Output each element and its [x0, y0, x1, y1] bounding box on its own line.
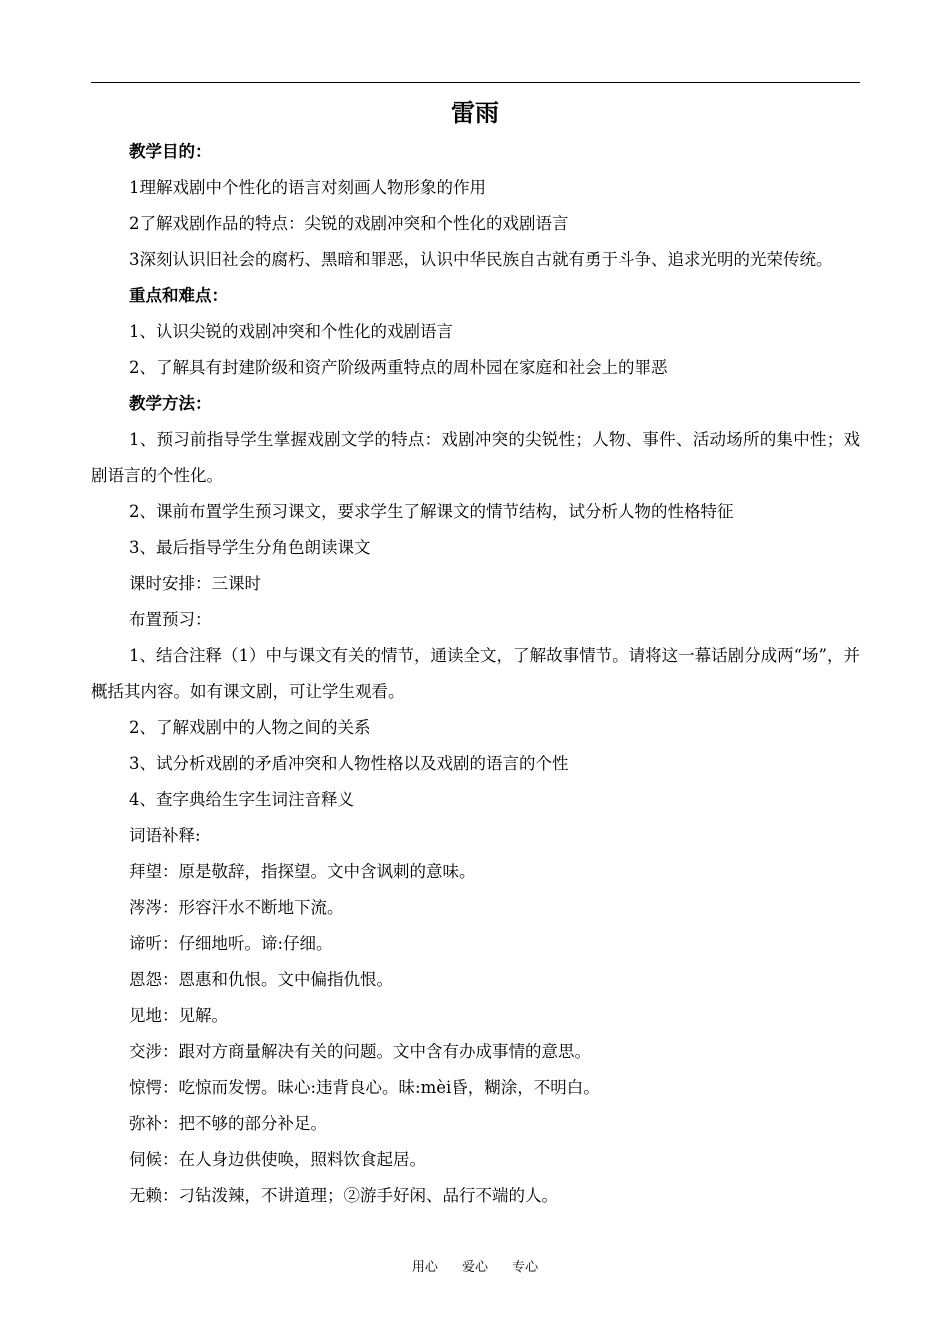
paragraph: 2了解戏剧作品的特点：尖锐的戏剧冲突和个性化的戏剧语言: [129, 214, 569, 233]
paragraph: 见地：见解。: [129, 1006, 228, 1025]
paragraph: 无赖：刁钻泼辣，不讲道理；②游手好闲、品行不端的人。: [129, 1186, 558, 1205]
paragraph: 恩怨：恩惠和仇恨。文中偏指仇恨。: [129, 970, 393, 989]
footer-text-3: 专心: [512, 1260, 539, 1275]
paragraph: 伺候：在人身边供使唤，照料饮食起居。: [129, 1150, 426, 1169]
paragraph: 涔涔：形容汗水不断地下流。: [129, 898, 344, 917]
paragraph: 弥补：把不够的部分补足。: [129, 1114, 327, 1133]
section-heading: 重点和难点：: [129, 286, 228, 305]
paragraph: 1理解戏剧中个性化的语言对刻画人物形象的作用: [129, 178, 486, 197]
paragraph: 1、认识尖锐的戏剧冲突和个性化的戏剧语言: [129, 322, 453, 341]
paragraph: 2、了解具有封建阶级和资产阶级两重特点的周朴园在家庭和社会上的罪恶: [129, 358, 668, 377]
paragraph: 1、预习前指导学生掌握戏剧文学的特点：戏剧冲突的尖锐性；人物、事件、活动场所的集中性；戏剧语言的个性化。: [91, 430, 860, 485]
page-title: 雷雨: [451, 99, 499, 127]
paragraph: 交涉：跟对方商量解决有关的问题。文中含有办成事情的意思。: [129, 1042, 591, 1061]
section-heading: 教学目的：: [129, 142, 212, 161]
paragraph: 3、最后指导学生分角色朗读课文: [129, 538, 371, 557]
paragraph: 词语补释:: [129, 826, 201, 845]
section-heading: 教学方法：: [129, 394, 212, 413]
paragraph: 拜望：原是敬辞，指探望。文中含讽刺的意味。: [129, 862, 476, 881]
document-body: [91, 134, 860, 1214]
footer-text-1: 用心: [411, 1260, 438, 1275]
paragraph: 课时安排：三课时: [129, 574, 261, 593]
paragraph: 2、了解戏剧中的人物之间的关系: [129, 718, 371, 737]
paragraph: 布置预习：: [129, 610, 212, 629]
paragraph: 1、结合注释（1）中与课文有关的情节，通读全文，了解故事情节。请将这一幕话剧分成两“场”，并概括其内容。如有课文剧，可让学生观看。: [91, 646, 860, 701]
paragraph: 3深刻认识旧社会的腐朽、黑暗和罪恶，认识中华民族自古就有勇于斗争、追求光明的光荣传统。: [129, 250, 833, 269]
paragraph: 惊愕：吃惊而发愣。昧心:违背良心。昧:mèi昏，糊涂，不明白。: [129, 1078, 600, 1097]
paragraph: 3、试分析戏剧的矛盾冲突和人物性格以及戏剧的语言的个性: [129, 754, 569, 773]
page-footer: [0, 1258, 950, 1278]
footer-text-2: 爱心: [461, 1260, 488, 1275]
paragraph: 谛听：仔细地听。谛:仔细。: [129, 934, 333, 953]
header-rule: [91, 82, 860, 83]
paragraph: 4、查字典给生字生词注音释义: [129, 790, 354, 809]
paragraph: 2、课前布置学生预习课文，要求学生了解课文的情节结构，试分析人物的性格特征: [129, 502, 734, 521]
